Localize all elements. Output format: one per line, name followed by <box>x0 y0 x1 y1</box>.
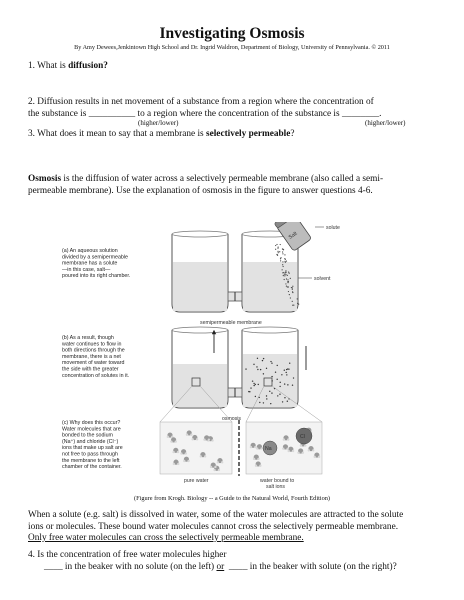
panel-c-text: (c) Why does this occur? Water molecules that are bonded to the sodium (Na⁺) and chloride (Cl⁻) ions that make up salt are not free to pass through the membrane to the left chamber of the container. <box>62 420 123 471</box>
solute-dot <box>279 394 280 395</box>
salt-particle <box>275 249 276 250</box>
solute-dot <box>259 402 260 403</box>
solute-dot <box>281 374 282 375</box>
solute-dot <box>284 397 285 398</box>
salt-particle <box>288 286 289 287</box>
solute-dot <box>270 403 271 404</box>
salt-particle <box>290 297 291 298</box>
pure-water-label: pure water <box>184 478 209 484</box>
salt-particle <box>282 269 283 270</box>
solute-dot <box>250 387 251 388</box>
byline: By Amy Dewees,Jenkintown High School and Dr. Ingrid Waldron, Department of Biology, University of Pennsylvania. © 2011 <box>74 44 390 51</box>
salt-label: Salt <box>287 230 299 241</box>
salt-particle <box>288 271 289 272</box>
salt-particle <box>283 272 284 273</box>
solute-dot <box>271 376 272 377</box>
salt-particle <box>286 285 287 286</box>
answer-blank[interactable]: ________. <box>341 108 382 119</box>
salt-particle <box>292 286 293 287</box>
salt-particle <box>285 270 286 271</box>
salt-particle <box>278 252 279 253</box>
salt-particle <box>276 244 277 245</box>
figure-caption: (Figure from Krogh. Biology -- a Guide to the Natural World, Fourth Edition) <box>134 495 330 502</box>
or-word: or <box>216 561 225 572</box>
solute-dot <box>277 395 278 396</box>
solute-dot <box>269 391 270 392</box>
salt-particle <box>282 251 283 252</box>
salt-particle <box>277 248 278 249</box>
solute-dot <box>282 401 283 402</box>
solute-dot <box>256 366 257 367</box>
bound-water-label: water bound to salt ions <box>260 478 295 490</box>
solute-dot <box>255 384 256 385</box>
solute-dot <box>284 370 285 371</box>
solute-dot <box>258 384 259 385</box>
salt-particle <box>280 244 281 245</box>
water-left-a <box>173 262 227 311</box>
membrane-label: semipermeable membrane <box>200 320 262 326</box>
salt-particle <box>285 272 286 273</box>
salt-particle <box>283 249 284 250</box>
solute-dot <box>266 398 267 399</box>
salt-particle <box>282 272 283 273</box>
solute-dot <box>270 361 271 362</box>
solute-dot <box>263 373 264 374</box>
solute-dot <box>262 360 263 361</box>
question-1: 1. What is diffusion? <box>28 61 108 71</box>
solute-dot <box>276 379 277 380</box>
solute-dot <box>286 374 287 375</box>
salt-particle <box>284 258 285 259</box>
osmosis-label: osmosis <box>222 416 242 422</box>
salt-particle <box>289 294 290 295</box>
salt-particle <box>289 273 290 274</box>
salt-particle <box>280 260 281 261</box>
salt-particle <box>284 261 285 262</box>
solute-dot <box>292 385 293 386</box>
salt-particle <box>298 304 299 305</box>
solute-dot <box>287 368 288 369</box>
salt-particle <box>290 278 291 279</box>
solute-dot <box>284 383 285 384</box>
solute-dot <box>280 382 281 383</box>
salt-particle <box>292 289 293 290</box>
salt-particle <box>284 279 285 280</box>
answer-blank[interactable]: ____ <box>44 561 63 572</box>
hint-higher-lower: (higher/lower) <box>365 119 406 127</box>
salt-particle <box>292 301 293 302</box>
answer-blank[interactable]: ____ <box>228 561 248 572</box>
solute-dot <box>287 401 288 402</box>
pure-water-detail <box>160 422 232 474</box>
osmosis-figure <box>60 222 400 490</box>
salt-particle <box>275 245 276 246</box>
salt-particle <box>292 287 293 288</box>
question-2: 2. Diffusion results in net movement of a substance from a region where the concentration of the substance is __________ to a region where the concentration of the substance is ________. <box>28 97 382 119</box>
solute-label: solute <box>326 225 340 231</box>
salt-particle <box>287 279 288 280</box>
salt-particle <box>285 274 286 275</box>
term-selectively-permeable: selectively permeable <box>205 129 291 139</box>
solvent-label: solvent <box>314 276 331 282</box>
solute-dot <box>257 358 258 359</box>
salt-particle <box>280 258 281 259</box>
solute-dot <box>279 386 280 387</box>
salt-particle <box>292 305 293 306</box>
term-diffusion: diffusion? <box>68 61 108 71</box>
solute-dot <box>288 368 289 369</box>
solute-dot <box>271 362 272 363</box>
term-osmosis: Osmosis <box>28 174 62 184</box>
solute-dot <box>289 363 290 364</box>
solute-dot <box>266 395 267 396</box>
salt-particle <box>287 275 288 276</box>
salt-particle <box>293 305 294 306</box>
ion-label-cl: Cl <box>300 434 305 440</box>
salt-particle <box>276 254 277 255</box>
panel-b-text: (b) As a result, though water continues to flow in both directions through the membrane, there is a net movement of water toward the side with the greater concentration of solutes in it. <box>62 335 130 379</box>
solute-dot <box>257 369 258 370</box>
salt-particle <box>288 281 289 282</box>
salt-particle <box>277 251 278 252</box>
bound-water-paragraph: When a solute (e.g. salt) is dissolved in water, some of the water molecules are attracted to the solute ions or molecules. These bound water molecules cannot cross the selectively permeable membrane. Only free water molecules can cross the selectively permeable membrane. <box>28 510 404 543</box>
panel-a <box>62 222 340 326</box>
solute-dot <box>293 377 294 378</box>
salt-particle <box>297 298 298 299</box>
salt-particle <box>282 261 283 262</box>
salt-particle <box>285 283 286 284</box>
solute-dot <box>263 358 264 359</box>
salt-particle <box>297 303 298 304</box>
salt-particle <box>284 254 285 255</box>
salt-particle <box>282 264 283 265</box>
salt-particle <box>278 246 279 247</box>
solute-dot <box>277 365 278 366</box>
salt-particle <box>292 291 293 292</box>
solute-dot <box>255 396 256 397</box>
solute-dot <box>245 368 246 369</box>
solute-dot <box>266 368 267 369</box>
salt-particle <box>282 253 283 254</box>
question-3: 3. What does it mean to say that a membrane is selectively permeable? <box>28 129 295 139</box>
panel-a-text: (a) An aqueous solution divided by a semipermeable membrane has a solute —in this case, salt— poured into its right chamber. <box>62 248 131 280</box>
solute-dot <box>271 392 272 393</box>
salt-particle <box>284 275 285 276</box>
hint-higher-lower: (higher/lower) <box>138 119 179 127</box>
salt-particle <box>286 260 287 261</box>
salt-particle <box>288 291 289 292</box>
solute-dot <box>287 384 288 385</box>
salt-particle <box>284 274 285 275</box>
salt-particle <box>279 251 280 252</box>
key-sentence: Only free water molecules can cross the selectively permeable membrane. <box>28 533 304 543</box>
salt-particle <box>286 278 287 279</box>
salt-particle <box>283 266 284 267</box>
page-title: Investigating Osmosis <box>159 25 305 42</box>
solute-dot <box>253 364 254 365</box>
solute-dot <box>260 369 261 370</box>
ion-label-na: Na <box>265 446 272 452</box>
osmosis-definition: Osmosis is the diffusion of water across a selectively permeable membrane (also called a semi- permeable membrane). Use the explanation of osmosis in the figure to answer questions 4-6. <box>28 174 384 196</box>
answer-blank[interactable]: __________ <box>88 108 136 119</box>
solute-dot <box>286 372 287 373</box>
salt-particle <box>283 275 284 276</box>
solute-dot <box>253 385 254 386</box>
solute-dot <box>253 383 254 384</box>
question-4: 4. Is the concentration of free water molecules higher ____ in the beaker with no solute (on the left) or ____ in the beaker with solute (on the right)? <box>28 550 397 572</box>
solute-dot <box>248 391 249 392</box>
panel-b <box>62 327 306 422</box>
water-right-a <box>243 262 297 311</box>
solute-dot <box>263 402 264 403</box>
solute-dot <box>252 380 253 381</box>
solute-dot <box>275 371 276 372</box>
